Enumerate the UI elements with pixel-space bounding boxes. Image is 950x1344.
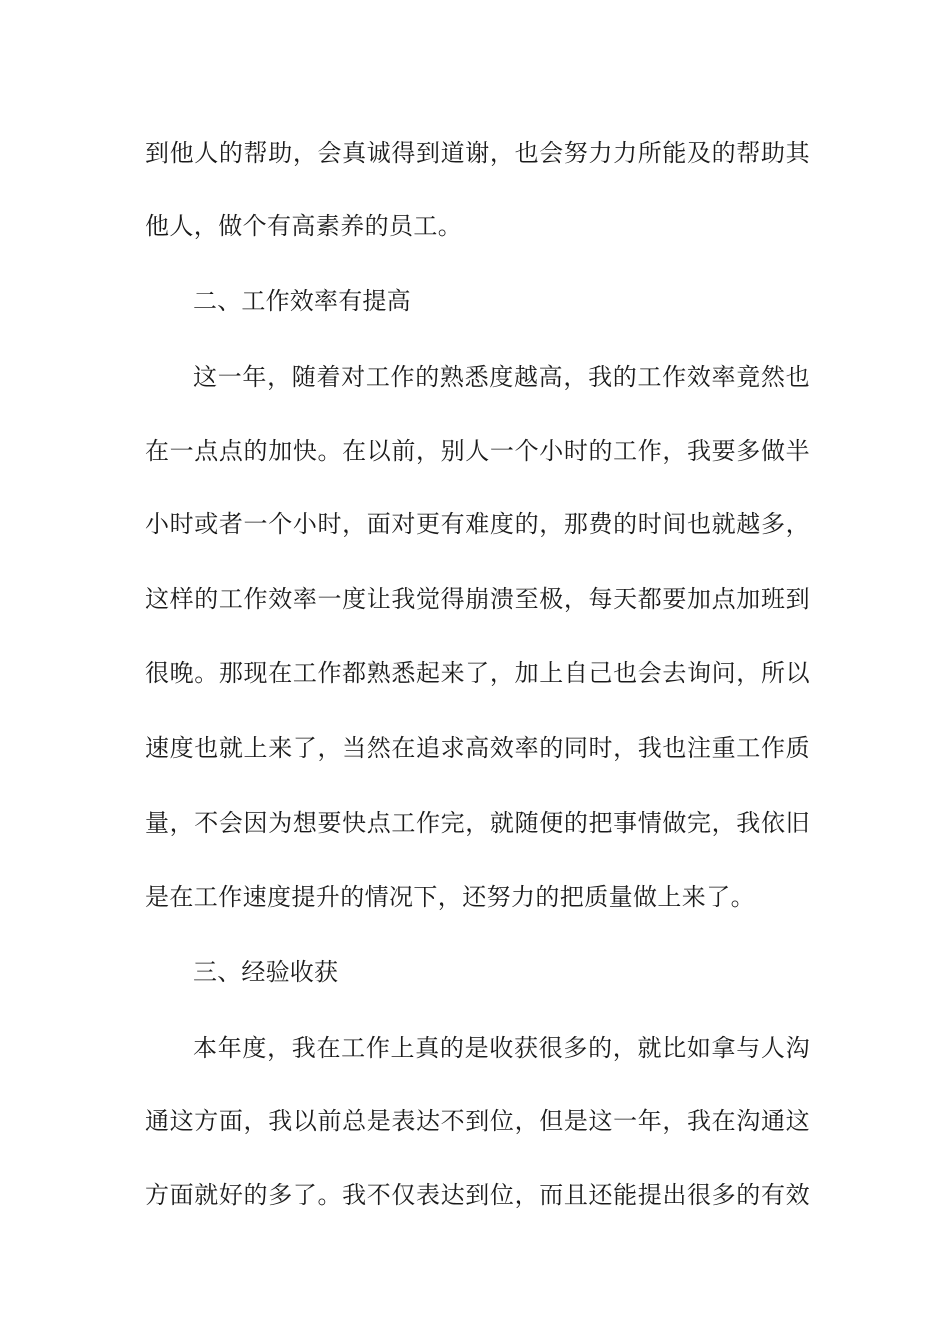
paragraph-line: 通这方面，我以前总是表达不到位，但是这一年，我在沟通这	[145, 1107, 810, 1135]
paragraph-line: 小时或者一个小时，面对更有难度的，那费的时间也就越多，	[145, 510, 810, 538]
paragraph-line: 很晚。那现在工作都熟悉起来了，加上自己也会去询问，所以	[145, 659, 810, 687]
paragraph-line: 在一点点的加快。在以前，别人一个小时的工作，我要多做半	[145, 437, 810, 465]
paragraph-line: 方面就好的多了。我不仅表达到位，而且还能提出很多的有效	[145, 1181, 810, 1209]
paragraph-line: 到他人的帮助，会真诚得到道谢，也会努力力所能及的帮助其	[145, 139, 810, 167]
section-heading: 三、经验收获	[193, 958, 339, 986]
paragraph-line: 这一年，随着对工作的熟悉度越高，我的工作效率竟然也	[193, 363, 810, 391]
paragraph-line: 是在工作速度提升的情况下，还努力的把质量做上来了。	[145, 883, 755, 911]
section-heading: 二、工作效率有提高	[193, 287, 411, 315]
paragraph-line: 这样的工作效率一度让我觉得崩溃至极，每天都要加点加班到	[145, 585, 810, 613]
paragraph-line: 本年度，我在工作上真的是收获很多的，就比如拿与人沟	[193, 1034, 810, 1062]
paragraph-line: 速度也就上来了，当然在追求高效率的同时，我也注重工作质	[145, 734, 810, 762]
paragraph-line: 他人，做个有高素养的员工。	[145, 212, 463, 240]
paragraph-line: 量，不会因为想要快点工作完，就随便的把事情做完，我依旧	[145, 809, 810, 837]
